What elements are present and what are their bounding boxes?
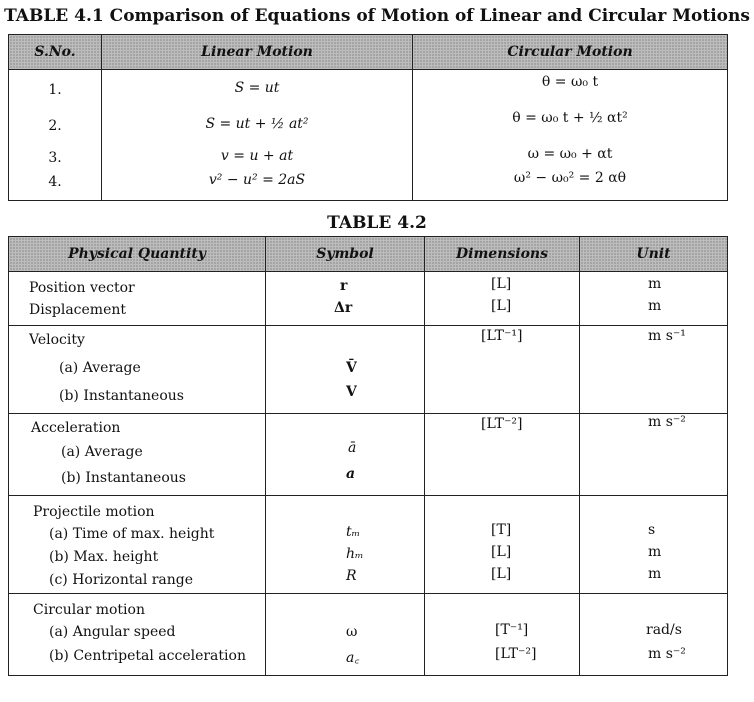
- symbol-angular-speed: ω: [346, 624, 358, 640]
- header-physical-quantity: Physical Quantity: [9, 237, 266, 272]
- symbol-instantaneous-velocity: V: [346, 384, 357, 400]
- symbol-cell: [266, 594, 425, 676]
- sno-4: 4.: [48, 174, 62, 190]
- unit-angular-speed: rad/s: [646, 622, 682, 638]
- header-linear-motion: Linear Motion: [102, 35, 413, 70]
- table-4-1: [8, 34, 728, 201]
- unit-cell: [580, 496, 728, 594]
- quantity-instantaneous-acceleration: (b) Instantaneous: [61, 470, 186, 486]
- header-circular-motion: Circular Motion: [413, 35, 728, 70]
- symbol-average-velocity: V̄: [346, 360, 357, 376]
- header-symbol: Symbol: [266, 237, 425, 272]
- dim-position-vector: [L]: [491, 276, 512, 292]
- unit-horizontal-range: m: [648, 566, 662, 582]
- dim-angular-speed: [T⁻¹]: [495, 622, 529, 638]
- circular-eq-1: θ = ω₀ t: [541, 74, 599, 90]
- unit-acceleration: m s⁻²: [648, 414, 686, 430]
- unit-cell: [580, 594, 728, 676]
- symbol-cell: [266, 272, 425, 326]
- table-4-2-header-row: [9, 237, 728, 272]
- linear-eq-2: S = ut + ½ at²: [205, 116, 309, 132]
- linear-motion-column: [102, 70, 413, 201]
- dimensions-cell: [425, 594, 580, 676]
- sno-3: 3.: [48, 150, 62, 166]
- symbol-cell: [266, 496, 425, 594]
- dim-displacement: [L]: [491, 298, 512, 314]
- quantity-angular-speed: (a) Angular speed: [49, 624, 176, 640]
- symbol-displacement: Δr: [334, 300, 353, 316]
- heading-projectile-motion: Projectile motion: [33, 504, 155, 520]
- circular-eq-4: ω² − ω₀² = 2 αθ: [513, 170, 627, 186]
- unit-velocity: m s⁻¹: [648, 328, 686, 344]
- circular-motion-column: [413, 70, 728, 201]
- quantity-cell: [9, 326, 266, 414]
- table-row: [9, 414, 728, 496]
- quantity-cell: [9, 272, 266, 326]
- unit-max-height: m: [648, 544, 662, 560]
- table-row: [9, 272, 728, 326]
- unit-position-vector: m: [648, 276, 662, 292]
- sno-2: 2.: [48, 118, 62, 134]
- quantity-time-of-max-height: (a) Time of max. height: [49, 526, 215, 542]
- circular-eq-2: θ = ω₀ t + ½ αt²: [512, 110, 628, 126]
- header-unit: Unit: [580, 237, 728, 272]
- quantity-displacement: Displacement: [29, 302, 127, 318]
- table-row: [9, 496, 728, 594]
- symbol-time-of-max-height: tₘ: [346, 524, 361, 540]
- dimensions-cell: [425, 496, 580, 594]
- dimensions-cell: [425, 272, 580, 326]
- dim-max-height: [L]: [491, 544, 512, 560]
- symbol-position-vector: r: [340, 278, 348, 294]
- table-row: [9, 70, 728, 201]
- header-dimensions: Dimensions: [425, 237, 580, 272]
- unit-time-of-max-height: s: [648, 522, 656, 538]
- unit-cell: [580, 414, 728, 496]
- table-row: [9, 326, 728, 414]
- unit-centripetal-acceleration: m s⁻²: [648, 646, 686, 662]
- symbol-instantaneous-acceleration: a: [346, 466, 356, 482]
- unit-cell: [580, 326, 728, 414]
- linear-eq-3: v = u + at: [220, 148, 294, 164]
- table-row: [9, 594, 728, 676]
- symbol-average-acceleration: ā: [348, 440, 357, 456]
- header-sno: S.No.: [9, 35, 102, 70]
- dim-horizontal-range: [L]: [491, 566, 512, 582]
- dimensions-cell: [425, 414, 580, 496]
- symbol-cell: [266, 326, 425, 414]
- symbol-cell: [266, 414, 425, 496]
- dimensions-cell: [425, 326, 580, 414]
- quantity-max-height: (b) Max. height: [49, 549, 159, 565]
- quantity-cell: [9, 594, 266, 676]
- circular-eq-3: ω = ω₀ + αt: [527, 146, 613, 162]
- heading-velocity: Velocity: [29, 332, 85, 348]
- quantity-average-velocity: (a) Average: [59, 360, 141, 376]
- dim-time-of-max-height: [T]: [491, 522, 512, 538]
- dim-acceleration: [LT⁻²]: [481, 416, 523, 432]
- unit-displacement: m: [648, 298, 662, 314]
- quantity-horizontal-range: (c) Horizontal range: [49, 572, 194, 588]
- linear-eq-1: S = ut: [234, 80, 280, 96]
- symbol-centripetal-acceleration: a꜀: [346, 650, 360, 666]
- heading-circular-motion: Circular motion: [33, 602, 145, 618]
- quantity-average-acceleration: (a) Average: [61, 444, 143, 460]
- table-4-2-title: TABLE 4.2: [327, 213, 427, 233]
- symbol-max-height: hₘ: [346, 546, 364, 562]
- quantity-centripetal-acceleration: (b) Centripetal acceleration: [49, 648, 246, 664]
- quantity-position-vector: Position vector: [29, 280, 135, 296]
- quantity-cell: [9, 496, 266, 594]
- sno-1: 1.: [48, 82, 62, 98]
- linear-eq-4: v² − u² = 2aS: [208, 172, 306, 188]
- quantity-cell: [9, 414, 266, 496]
- dim-centripetal-acceleration: [LT⁻²]: [495, 646, 537, 662]
- table-4-2: [8, 236, 728, 676]
- dim-velocity: [LT⁻¹]: [481, 328, 523, 344]
- quantity-instantaneous-velocity: (b) Instantaneous: [59, 388, 184, 404]
- table-4-1-header-row: [9, 35, 728, 70]
- sno-column: [9, 70, 102, 201]
- unit-cell: [580, 272, 728, 326]
- symbol-horizontal-range: R: [346, 568, 357, 584]
- heading-acceleration: Acceleration: [31, 420, 121, 436]
- table-4-1-title: TABLE 4.1 Comparison of Equations of Motion of Linear and Circular Motions: [4, 6, 750, 26]
